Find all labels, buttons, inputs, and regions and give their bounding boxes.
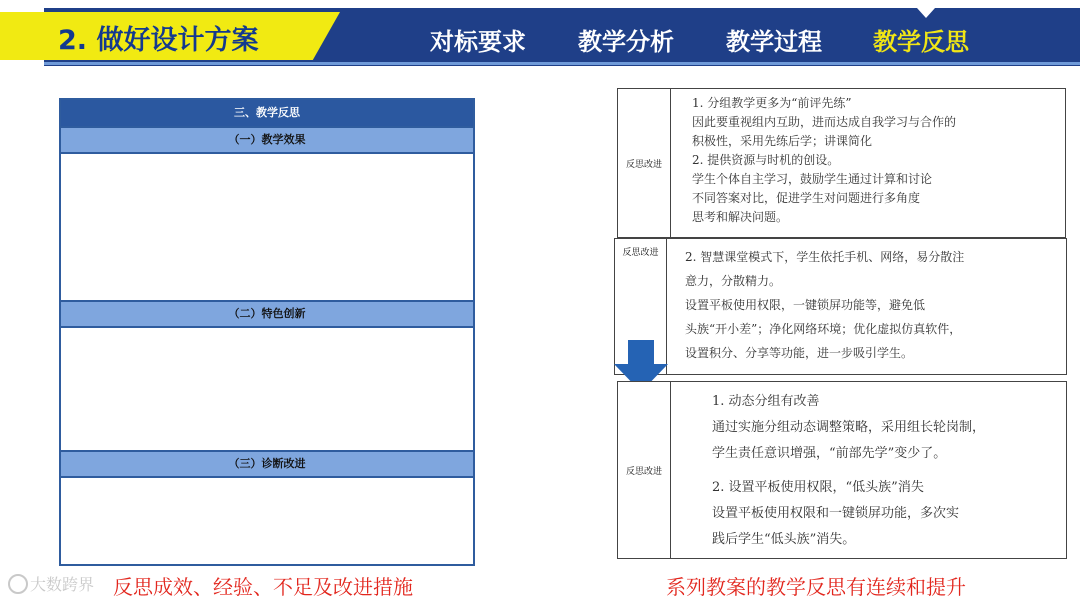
scan-reflection-3 (617, 381, 1067, 559)
reflection-form (59, 98, 475, 566)
handwritten-line: 践后学生“低头族”消失。 (712, 532, 856, 547)
handwritten-line: 1. 动态分组有改善 (712, 394, 820, 409)
watermark: 大数跨界 (8, 572, 94, 595)
handwritten-line: 2. 提供资源与时机的创设。 (692, 153, 840, 167)
right-caption: 系列教案的教学反思有连续和提升 (666, 575, 966, 599)
handwritten-line: 因此要重视组内互助，进而达成自我学习与合作的 (692, 115, 957, 129)
handwritten-line: 意力，分散精力。 (685, 274, 782, 288)
left-caption: 反思成效、经验、不足及改进措施 (113, 575, 413, 599)
handwritten-line: 2. 智慧课堂模式下，学生依托手机、网络，易分散注 (685, 250, 965, 264)
section-feature-innovation: （二）特色创新 (61, 300, 473, 328)
active-nav-pointer-icon (917, 8, 935, 18)
page-title: 2. 做好设计方案 (58, 25, 259, 56)
section-diagnosis-improvement: （三）诊断改进 (61, 450, 473, 478)
scan-label: 反思改进 (618, 89, 671, 237)
scan-reflection-2 (614, 238, 1067, 375)
handwritten-line: 通过实施分组动态调整策略，采用组长轮岗制， (712, 420, 986, 435)
handwritten-line: 设置平板使用权限和一键锁屏功能，多次实 (712, 506, 960, 521)
scan-reflection-1 (617, 88, 1066, 238)
nav-item-reflection[interactable]: 教学反思 (873, 28, 969, 56)
header-underline (44, 62, 1080, 65)
nav-item-process[interactable]: 教学过程 (726, 28, 822, 56)
nav-item-standards[interactable]: 对标要求 (430, 28, 526, 56)
handwritten-line: 学生责任意识增强，“前部先学”变少了。 (712, 446, 947, 461)
form-title: 三、教学反思 (61, 100, 473, 126)
watermark-logo-icon (8, 574, 28, 594)
handwritten-line: 不同答案对比，促进学生对问题进行多角度 (692, 191, 921, 205)
scan-label: 反思改进 (615, 239, 667, 374)
section-teaching-effect: （一）教学效果 (61, 126, 473, 154)
handwritten-line: 思考和解决问题。 (692, 210, 789, 224)
nav-item-analysis[interactable]: 教学分析 (578, 28, 674, 56)
handwritten-line: 积极性，采用先练后学；讲课简化 (692, 134, 873, 148)
handwritten-line: 1. 分组教学更多为“前评先练” (692, 96, 852, 110)
handwritten-line: 学生个体自主学习，鼓励学生通过计算和讨论 (692, 172, 933, 186)
handwritten-line: 2. 设置平板使用权限，“低头族”消失 (712, 480, 924, 495)
scan-label: 反思改进 (618, 382, 671, 558)
handwritten-line: 设置平板使用权限，一键锁屏功能等，避免低 (685, 298, 926, 312)
handwritten-line: 设置积分、分享等功能，进一步吸引学生。 (685, 346, 914, 360)
handwritten-line: 头族“开小差”；净化网络环境；优化虚拟仿真软件， (685, 322, 962, 336)
